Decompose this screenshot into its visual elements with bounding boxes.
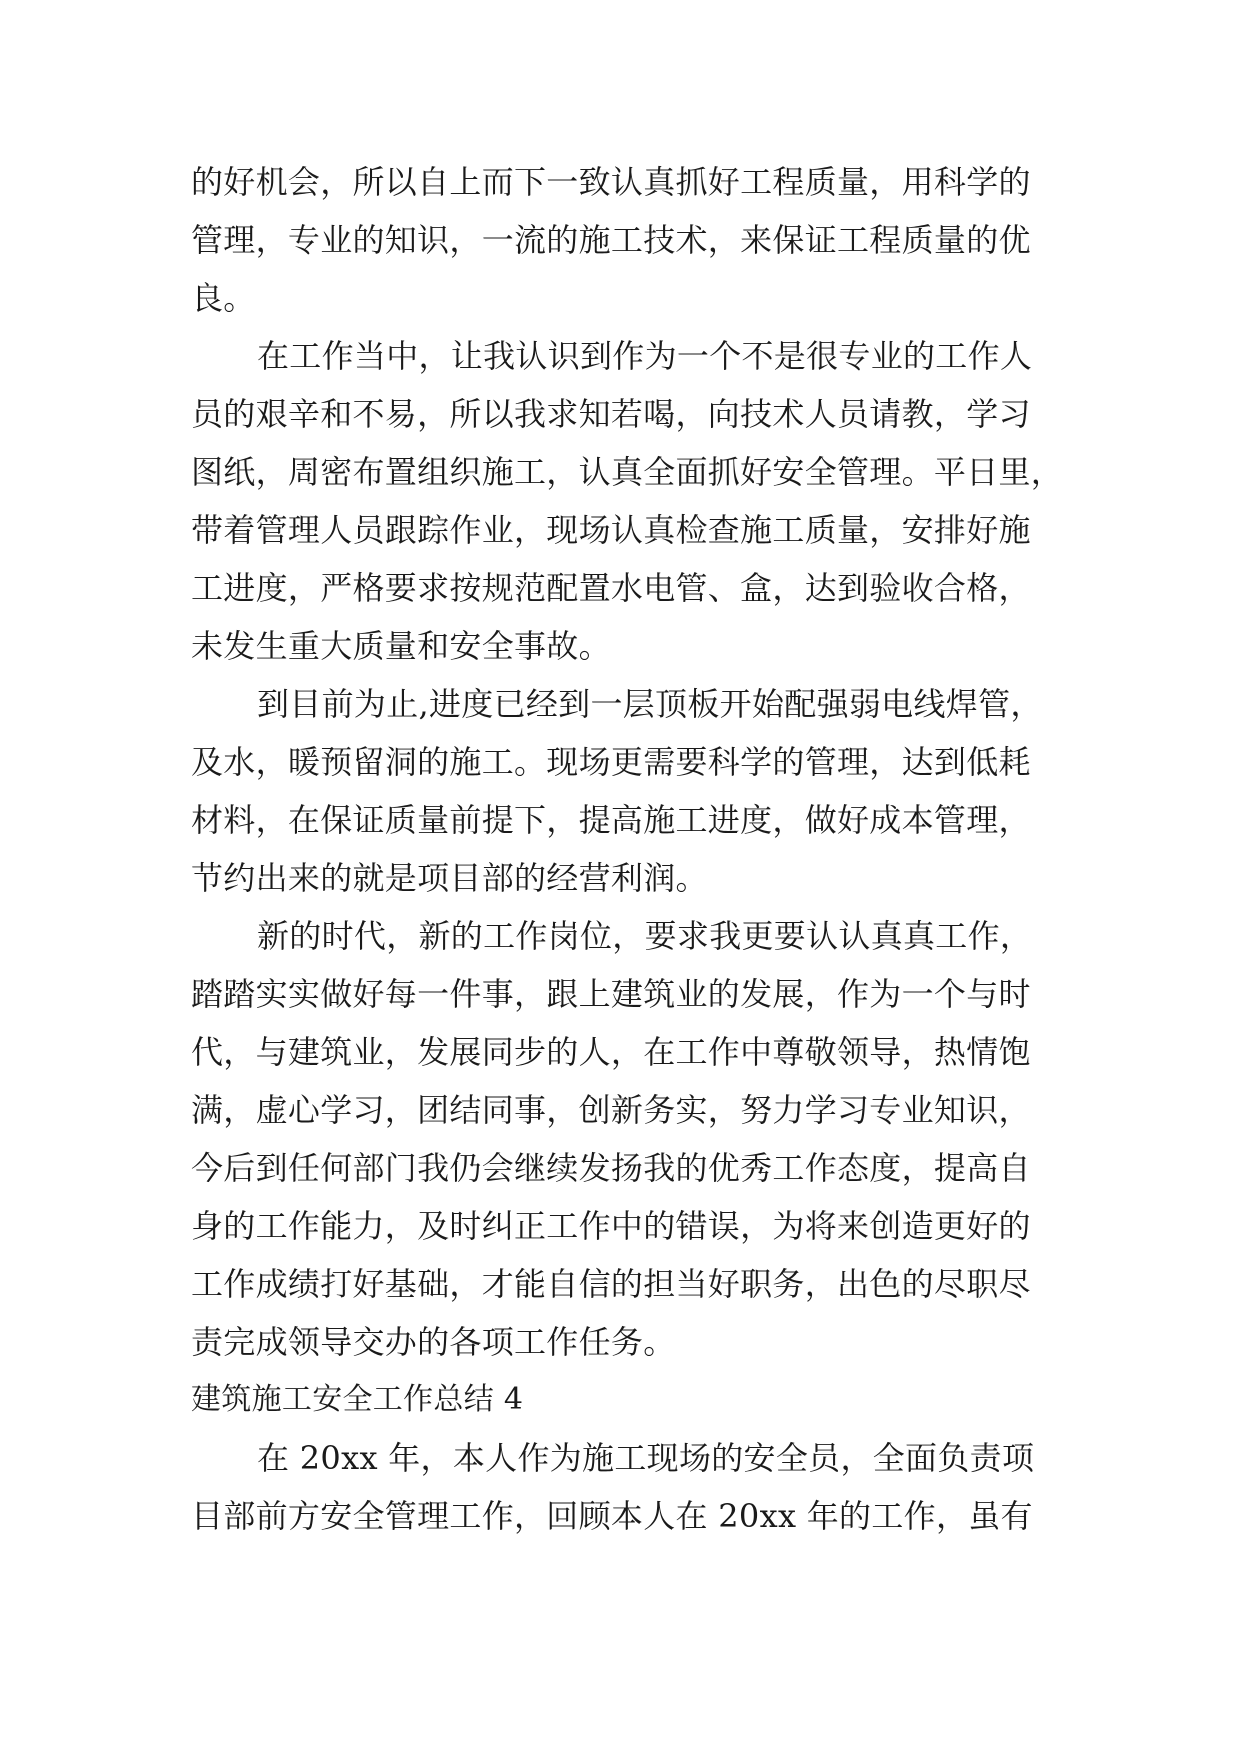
text-line: 今后到任何部门我仍会继续发扬我的优秀工作态度，提高自	[191, 1149, 1031, 1187]
text-line: 员的艰辛和不易，所以我求知若喝，向技术人员请教，学习	[191, 395, 1031, 433]
text-line: 材料，在保证质量前提下，提高施工进度，做好成本管理，	[191, 801, 1031, 839]
text-line: 图纸，周密布置组织施工，认真全面抓好安全管理。平日里，	[191, 453, 1064, 491]
text-line: 工进度，严格要求按规范配置水电管、盒，达到验收合格，	[191, 569, 1031, 607]
text-line: 的好机会，所以自上而下一致认真抓好工程质量，用科学的	[191, 163, 1031, 201]
text-line: 满，虚心学习，团结同事，创新务实，努力学习专业知识，	[191, 1091, 1031, 1129]
paragraph-first-line: 在 20xx 年，本人作为施工现场的安全员，全面负责项	[257, 1439, 1035, 1477]
text-line: 责完成领导交办的各项工作任务。	[191, 1323, 676, 1361]
text-line: 工作成绩打好基础，才能自信的担当好职务，出色的尽职尽	[191, 1265, 1031, 1303]
text-line: 目部前方安全管理工作，回顾本人在 20xx 年的工作，虽有	[191, 1497, 1033, 1535]
text-line: 身的工作能力，及时纠正工作中的错误，为将来创造更好的	[191, 1207, 1031, 1245]
text-line: 踏踏实实做好每一件事，跟上建筑业的发展，作为一个与时	[191, 975, 1031, 1013]
text-line: 及水，暖预留洞的施工。现场更需要科学的管理，达到低耗	[191, 743, 1031, 781]
text-line: 代，与建筑业，发展同步的人，在工作中尊敬领导，热情饱	[191, 1033, 1031, 1071]
paragraph-first-line: 在工作当中，让我认识到作为一个不是很专业的工作人	[257, 337, 1033, 375]
section-heading: 建筑施工安全工作总结 4	[191, 1382, 524, 1417]
paragraph-first-line: 到目前为止,进度已经到一层顶板开始配强弱电线焊管，	[257, 685, 1043, 723]
text-line: 节约出来的就是项目部的经营利润。	[191, 859, 708, 897]
paragraph-first-line: 新的时代，新的工作岗位，要求我更要认认真真工作，	[257, 917, 1033, 955]
text-line: 管理，专业的知识，一流的施工技术，来保证工程质量的优	[191, 221, 1031, 259]
text-line: 带着管理人员跟踪作业，现场认真检查施工质量，安排好施	[191, 511, 1031, 549]
text-line: 未发生重大质量和安全事故。	[191, 627, 611, 665]
text-line: 良。	[191, 279, 256, 317]
